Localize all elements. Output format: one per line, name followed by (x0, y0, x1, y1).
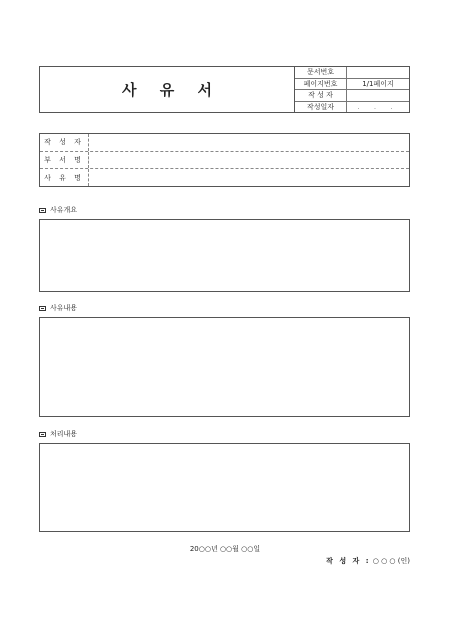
author-value: ○ ○ ○ (인) (372, 557, 410, 565)
section-bullet-icon (39, 432, 46, 437)
section-label-content (39, 303, 77, 313)
info-row-reason (40, 169, 409, 186)
meta-value[interactable]: 1/1페이지 (362, 79, 394, 88)
document-date: 20○○년 ○○월 ○○일 (189, 545, 261, 553)
info-label: 부 서 명 (40, 152, 89, 169)
section-label-overview (39, 205, 77, 215)
meta-value[interactable]: . . . (357, 102, 399, 111)
section-title: 사유개요 (50, 206, 78, 214)
meta-value[interactable] (347, 90, 409, 101)
info-label: 사 유 명 (40, 169, 89, 186)
document-meta-table (294, 67, 409, 112)
meta-label: 작 성 자 (295, 90, 347, 101)
info-value-field[interactable] (89, 134, 409, 151)
section-bullet-icon (39, 208, 46, 213)
section-title: 사유내용 (50, 304, 78, 312)
author-label: 작 성 자 : (326, 557, 371, 565)
content-textbox[interactable] (39, 317, 410, 417)
section-title: 처리내용 (50, 430, 78, 438)
info-value-field[interactable] (89, 152, 409, 169)
info-row-author (40, 134, 409, 152)
meta-row-date (295, 102, 409, 113)
author-signature (326, 556, 410, 566)
meta-label: 문서번호 (295, 67, 347, 78)
overview-textbox[interactable] (39, 219, 410, 292)
meta-label: 작성일자 (295, 102, 347, 113)
document-title: 사 유 서 (122, 81, 221, 99)
meta-value[interactable] (347, 67, 409, 78)
info-row-department (40, 152, 409, 170)
info-table (39, 133, 410, 187)
document-header (39, 66, 410, 113)
section-label-handling (39, 429, 77, 439)
meta-row-page-number (295, 79, 409, 91)
info-value-field[interactable] (89, 169, 409, 186)
meta-row-doc-number (295, 67, 409, 79)
handling-textbox[interactable] (39, 443, 410, 532)
section-bullet-icon (39, 306, 46, 311)
meta-label: 페이지번호 (295, 79, 347, 90)
meta-row-author (295, 90, 409, 102)
info-label: 작 성 자 (40, 134, 89, 151)
